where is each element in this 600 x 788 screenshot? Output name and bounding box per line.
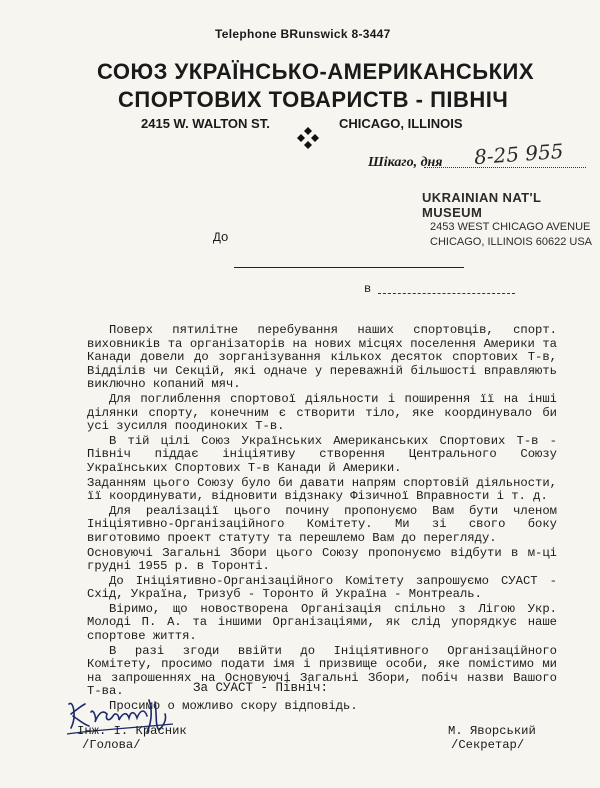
closing-line: За СУАСТ - Північ: bbox=[193, 681, 329, 695]
stamp-line2: 2453 WEST CHICAGO AVENUE bbox=[430, 221, 591, 233]
paragraph: Заданням цього Союзу було би давати напрям спортовій діяльности, її координувати, відновити відзнаку Фізичної Вправности і т. д. bbox=[87, 475, 557, 504]
date-line bbox=[424, 167, 586, 168]
secretary-title: /Секретар/ bbox=[451, 738, 525, 752]
paragraph: В разі згоди ввійти до Ініціятивного Організаційного Комітету, просимо подати імя і призвище особи, яке помістимо ми на запрошеннях на Основуючі Загальні Збори, побіч назви Вашого Т-ва. bbox=[87, 643, 557, 699]
diamond-ornament-icon bbox=[296, 126, 320, 150]
location-line bbox=[378, 293, 515, 294]
place-date-label: Шікаго, дня bbox=[368, 155, 443, 170]
letter-body bbox=[87, 324, 557, 715]
paragraph: До Ініціятивно-Організаційного Комітету запрошуємо СУАСТ - Схід, Україна, Тризуб - Торонто й Україна - Монтреаль. bbox=[87, 573, 557, 602]
paragraph: Поверх пятилітне перебування наших спортовців, спорт. виховників та організаторів на нових місцях поселення Америки та Канади довели до зорганізування кількох десяток спортових Т-в, Відділів чи Секцій, які одначе у переважній більшості вправляють виключно копаний мяч. bbox=[87, 323, 557, 392]
chairman-name: Інж. І. Красник bbox=[77, 724, 187, 738]
handwritten-date: 8-25 955 bbox=[473, 138, 565, 170]
paragraph: Основуючі Загальні Збори цього Союзу пропонуємо відбути в м-ці грудні 1955 р. в Торонті. bbox=[87, 545, 557, 574]
secretary-name: М. Яворський bbox=[448, 724, 536, 738]
paragraph: В тій цілі Союз Українських Американських Спортових Т-в - Північ піддає ініціятиву створення Центрального Союзу Українських Спортових Т-в Канади й Америки. bbox=[87, 433, 557, 475]
street-address: 2415 W. WALTON ST. bbox=[141, 116, 270, 131]
telephone: Telephone BRunswick 8-3447 bbox=[215, 27, 391, 41]
org-name-line1: СОЮЗ УКРАЇНСЬКО-АМЕРИКАНСЬКИХ bbox=[97, 59, 534, 84]
paragraph: Віримо, що новостворена Організація спільно з Лігою Укр. Молоді П. А. та іншими Організаціями, як слід упорядкує наше спортове життя. bbox=[87, 601, 557, 644]
museum-stamp bbox=[422, 190, 600, 250]
stamp-line3: CHICAGO, ILLINOIS 60622 USA bbox=[430, 236, 593, 248]
addressee-line bbox=[234, 267, 464, 268]
to-label: До bbox=[213, 230, 229, 245]
paragraph: Просимо о можливо скору відповідь. bbox=[109, 699, 358, 714]
city-state: CHICAGO, ILLINOIS bbox=[339, 116, 463, 131]
stamp-line1: UKRAINIAN NAT'L MUSEUM bbox=[422, 190, 542, 220]
paragraph: Для реалізації цього почину пропонуємо Вам бути членом Ініціятивно-Організаційного Комітету. Ми зі свого боку виготовимо проект статуту та перешлемо Вам до перегляду. bbox=[87, 503, 557, 545]
in-label: в bbox=[364, 282, 372, 296]
chairman-title: /Голова/ bbox=[82, 738, 141, 752]
org-name-line2: СПОРТОВИХ ТОВАРИСТВ - ПІВНІЧ bbox=[118, 87, 509, 112]
paragraph: Для поглиблення спортової діяльности і поширення її на інші ділянки спорту, конечним є створити тіло, яке координувало би усі зусилля поодиноких Т-в. bbox=[87, 391, 557, 434]
